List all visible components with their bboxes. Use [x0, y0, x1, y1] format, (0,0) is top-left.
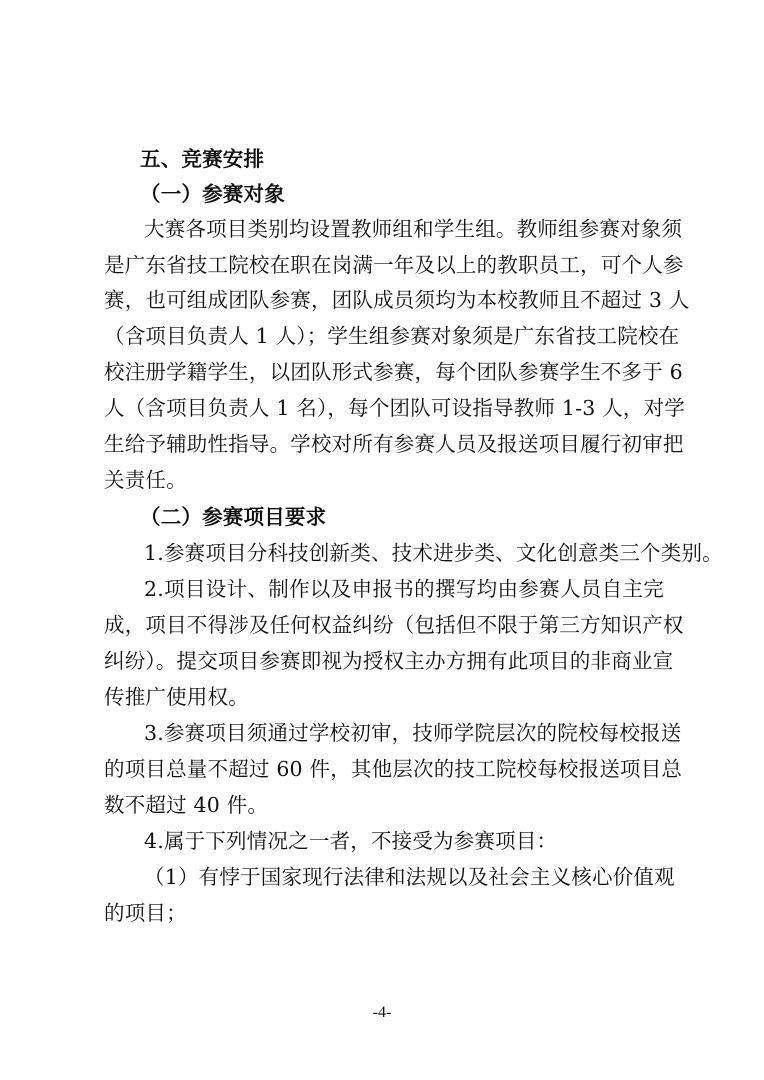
sub-item-1-line: （1）有悖于国家现行法律和法规以及社会主义核心价值观: [144, 865, 675, 889]
paragraph-line: （含项目负责人 1 人）；学生组参赛对象须是广东省技工院校在: [104, 324, 680, 348]
list-item-2-line: 2.项目设计、制作以及申报书的撰写均由参赛人员自主完: [144, 577, 664, 601]
subsection-title-2: （二）参赛项目要求: [140, 505, 327, 529]
list-item-3-line: 数不超过 40 件。: [104, 793, 269, 817]
paragraph-line: 人（含项目负责人 1 名），每个团队可设指导教师 1-3 人，对学: [104, 396, 685, 420]
sub-item-1-line: 的项目；: [104, 901, 187, 925]
paragraph-line: 赛，也可组成团队参赛，团队成员须均为本校教师且不超过 3 人: [104, 288, 690, 312]
list-item-3-line: 3.参赛项目须通过学校初审，技师学院层次的院校每校报送: [144, 721, 682, 745]
paragraph-line: 生给予辅助性指导。学校对所有参赛人员及报送项目履行初审把: [104, 432, 684, 456]
list-item-4: 4.属于下列情况之一者，不接受为参赛项目：: [144, 829, 558, 853]
paragraph-line: 大赛各项目类别均设置教师组和学生组。教师组参赛对象须: [144, 217, 683, 241]
list-item-2-line: 成，项目不得涉及任何权益纠纷（包括但不限于第三方知识产权: [104, 613, 684, 637]
paragraph-line: 是广东省技工院校在职在岗满一年及以上的教职员工，可个人参: [104, 253, 684, 277]
paragraph-line: 关责任。: [104, 468, 187, 492]
subsection-title-1: （一）参赛对象: [140, 182, 285, 206]
list-item-1: 1.参赛项目分科技创新类、技术进步类、文化创意类三个类别。: [144, 541, 723, 565]
section-title: 五、竞赛安排: [140, 147, 265, 171]
list-item-2-line: 传推广使用权。: [104, 685, 249, 709]
paragraph-line: 校注册学籍学生，以团队形式参赛，每个团队参赛学生不多于 6: [104, 360, 683, 384]
list-item-3-line: 的项目总量不超过 60 件，其他层次的技工院校每校报送项目总: [104, 757, 683, 781]
page-number: -4-: [372, 1004, 392, 1021]
list-item-2-line: 纠纷）。提交项目参赛即视为授权主办方拥有此项目的非商业宣: [104, 649, 674, 673]
